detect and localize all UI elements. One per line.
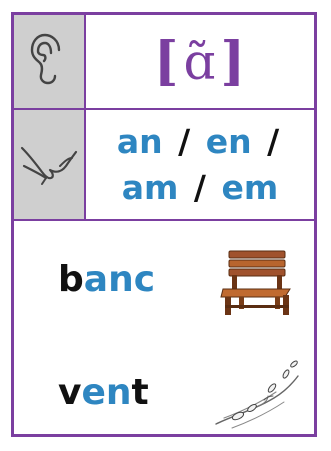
example-word-vent bbox=[58, 372, 149, 413]
spelling-separator: / bbox=[193, 167, 206, 207]
word-highlight: anc bbox=[83, 259, 156, 300]
word-prefix: b bbox=[58, 259, 84, 300]
example-row-vent bbox=[14, 350, 314, 450]
spelling-an: an bbox=[116, 121, 163, 161]
word-highlight: en bbox=[81, 372, 132, 413]
spelling-em: em bbox=[221, 167, 279, 207]
nasal-a-symbol: ɑ̃ bbox=[183, 32, 217, 91]
word-suffix: t bbox=[131, 372, 149, 413]
example-row-banc bbox=[14, 237, 314, 337]
ear-icon bbox=[29, 33, 69, 90]
word-prefix: v bbox=[58, 372, 82, 413]
spelling-en: en bbox=[205, 121, 252, 161]
spelling-list bbox=[117, 119, 283, 211]
bracket-close: ] bbox=[220, 31, 247, 92]
spelling-line-2 bbox=[117, 165, 283, 211]
spelling-icon-cell bbox=[14, 110, 86, 219]
spelling-line-1 bbox=[117, 119, 283, 165]
spelling-cell bbox=[86, 110, 314, 219]
spelling-separator: / bbox=[178, 121, 191, 161]
wind-icon bbox=[212, 354, 304, 432]
phoneme-symbol bbox=[154, 31, 246, 92]
bench-icon bbox=[219, 245, 294, 317]
spelling-row bbox=[14, 110, 314, 221]
phoneme-cell bbox=[86, 15, 314, 108]
bracket-open: [ bbox=[153, 31, 180, 92]
phoneme-card bbox=[11, 12, 317, 437]
sound-row bbox=[14, 15, 314, 110]
sound-icon-cell bbox=[14, 15, 86, 108]
example-word-banc bbox=[58, 259, 155, 300]
writing-hand-icon bbox=[20, 136, 78, 193]
spelling-am: am bbox=[121, 167, 179, 207]
spelling-separator: / bbox=[267, 121, 280, 161]
